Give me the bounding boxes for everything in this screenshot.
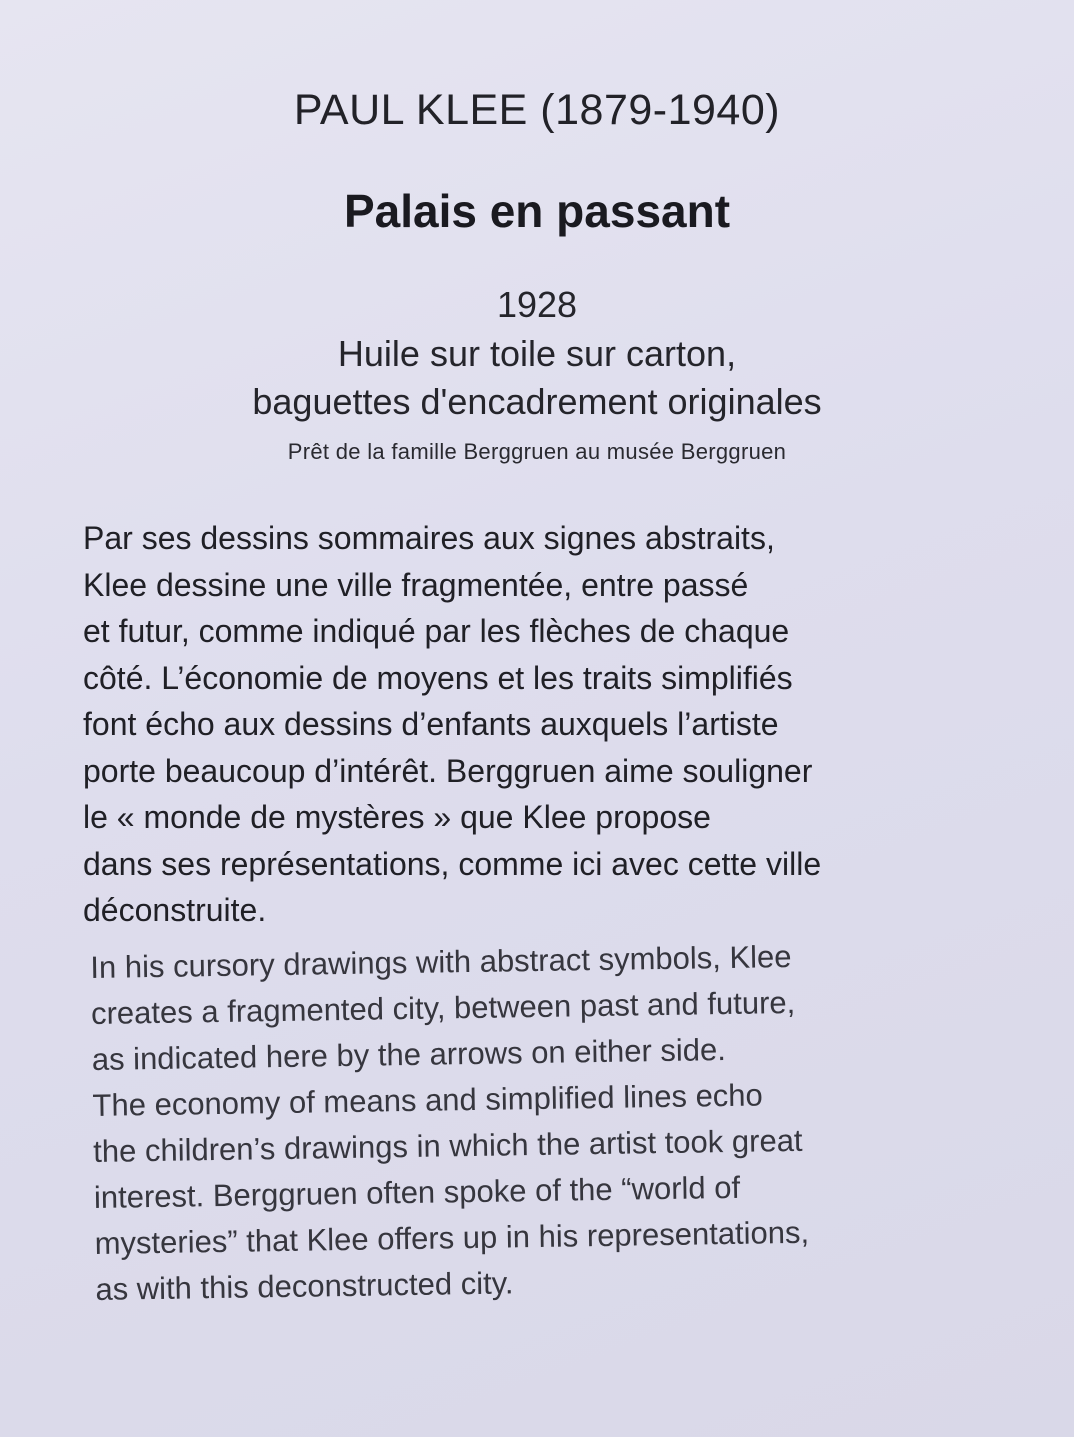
text-line: creates a fragmented city, between past and future, [90,984,796,1031]
loan-credit: Prêt de la famille Berggruen au musée Berggruen [287,439,787,464]
artwork-title: Palais en passant [343,185,731,237]
text-line: the children’s drawings in which the artist took great [92,1122,803,1169]
artwork-date: 1928 [496,284,578,325]
english-description [90,931,1016,1313]
text-line: font écho aux dessins d’enfants auxquels l’artiste [83,706,779,742]
artwork-medium-line: Huile sur toile sur carton, [337,333,737,374]
text-line: as indicated here by the arrows on either side. [91,1032,727,1077]
text-line: as with this deconstructed city. [95,1265,514,1307]
text-line: interest. Berggruen often spoke of the “world of [93,1169,741,1215]
text-line: dans ses représentations, comme ici avec cette ville [83,845,822,882]
text-line: côté. L’économie de moyens et les traits simplifiés [83,659,793,696]
text-line: porte beaucoup d’intérêt. Berggruen aime souligner [83,752,813,789]
artist-name: PAUL KLEE (1879-1940) [293,86,781,134]
text-line: Klee dessine une ville fragmentée, entre passé [83,566,749,603]
french-description [83,515,1003,934]
artwork-medium-line: baguettes d'encadrement originales [252,381,822,422]
text-line: le « monde de mystères » que Klee propose [83,799,711,835]
text-line: mysteries” that Klee offers up in his representations, [94,1214,810,1261]
text-line: In his cursory drawings with abstract symbols, Klee [90,938,792,985]
text-line: Par ses dessins sommaires aux signes abstraits, [83,520,775,556]
text-line: déconstruite. [83,892,267,928]
text-line: et futur, comme indiqué par les flèches de chaque [83,613,790,649]
text-line: The economy of means and simplified lines echo [92,1077,764,1123]
